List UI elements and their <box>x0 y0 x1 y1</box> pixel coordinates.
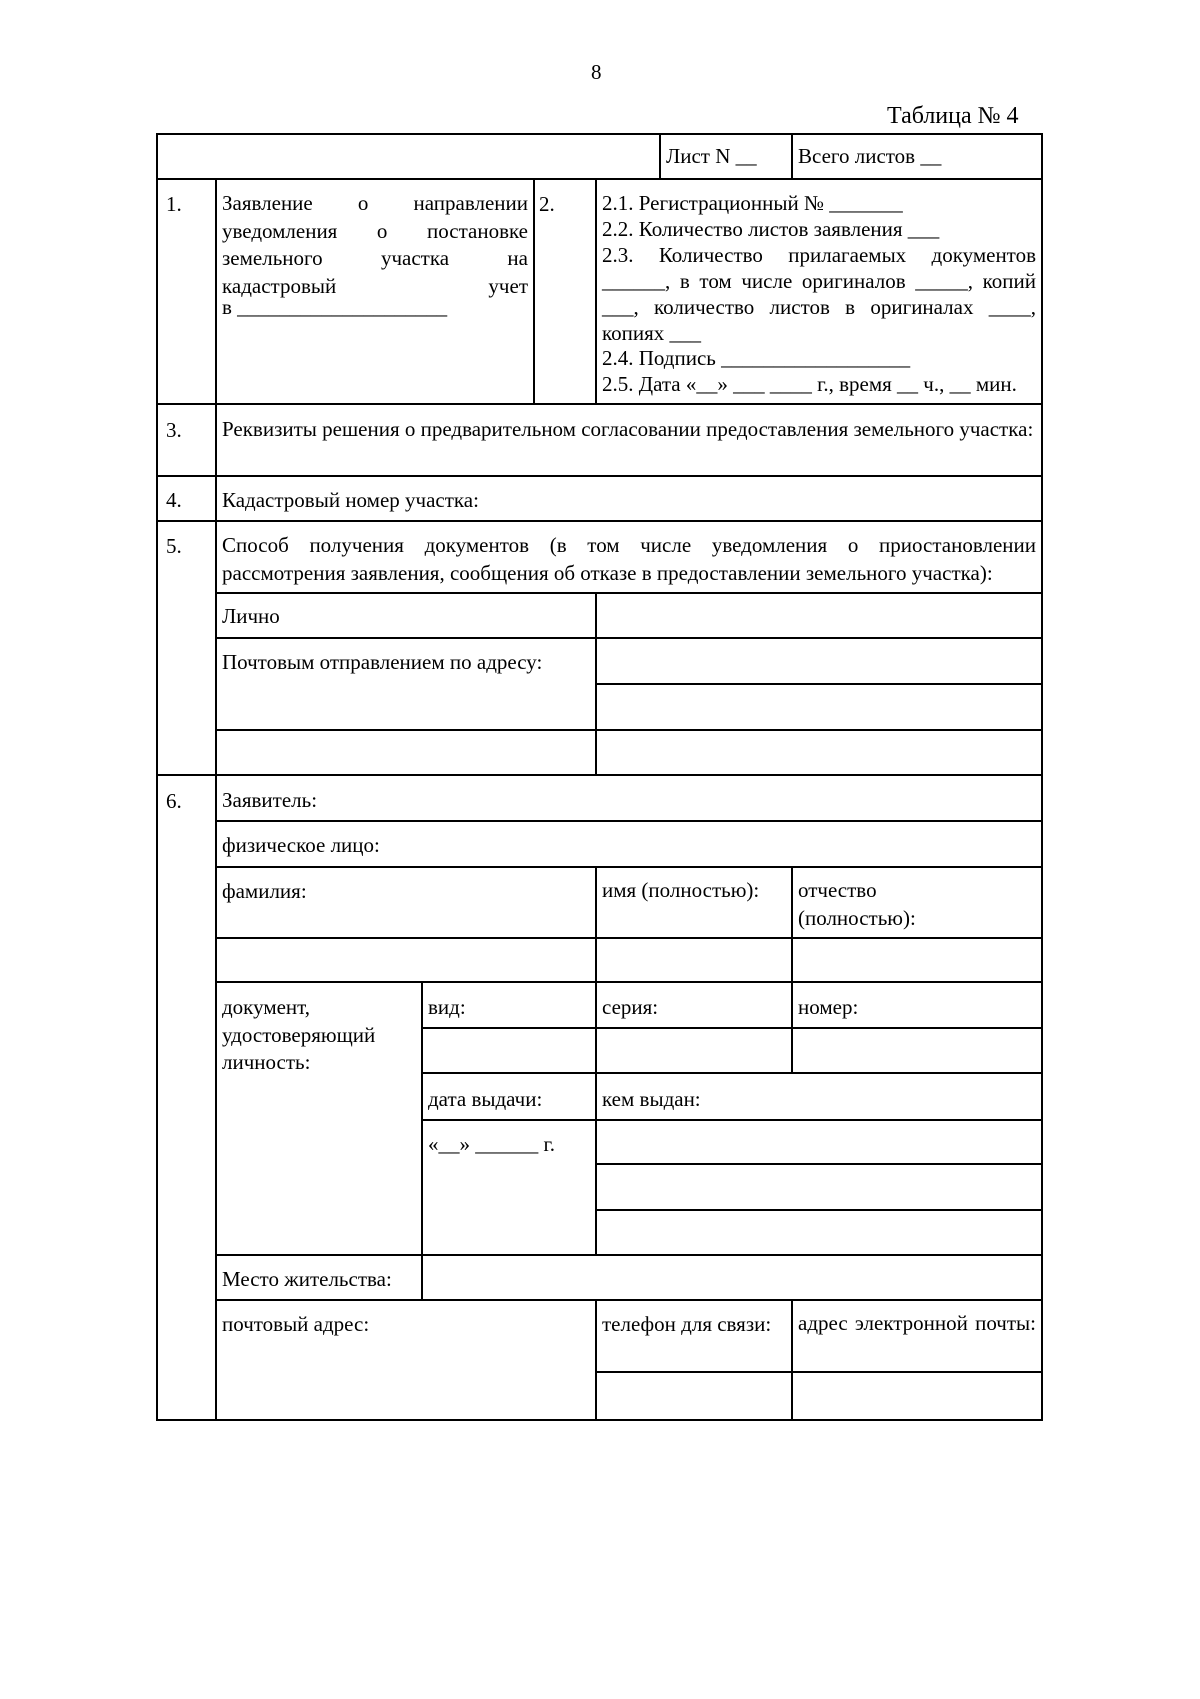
id-series-label: серия: <box>602 995 659 1019</box>
application-to-line: в ____________________ <box>222 295 448 319</box>
sheets-total-label: Всего листов __ <box>798 144 942 168</box>
row5-number: 5. <box>166 534 182 558</box>
name-label: имя (полностью): <box>602 878 760 902</box>
issued-by-label: кем выдан: <box>602 1087 701 1111</box>
registration-number: 2.1. Регистрационный № _______ <box>602 191 903 215</box>
page-number: 8 <box>591 60 602 84</box>
row2-number: 2. <box>539 192 555 216</box>
phone-label: телефон для связи: <box>602 1312 772 1336</box>
id-number-label: номер: <box>798 995 859 1019</box>
surname-label: фамилия: <box>222 879 307 903</box>
sheet-number-label: Лист N __ <box>666 144 757 168</box>
email-label: адрес электронной почты: <box>798 1311 1036 1335</box>
table-caption: Таблица № 4 <box>887 103 1019 129</box>
residence-label: Место жительства: <box>222 1267 392 1291</box>
signature-line: 2.4. Подпись __________________ <box>602 346 911 370</box>
row4-number: 4. <box>166 488 182 512</box>
cadastral-number-label: Кадастровый номер участка: <box>222 488 479 512</box>
preliminary-approval-details: Реквизиты решения о предварительном согласовании предоставления земельного участка: <box>222 417 1034 441</box>
application-title: Заявление о направлении уведомления о постановке земельного участка на кадастровый учет <box>222 191 528 298</box>
row1-number: 1. <box>166 192 182 216</box>
applicant-label: Заявитель: <box>222 788 318 812</box>
individual-label: физическое лицо: <box>222 833 380 857</box>
delivery-by-mail: Почтовым отправлением по адресу: <box>222 650 543 674</box>
attached-documents-count: 2.3. Количество прилагаемых документов ______, в том числе оригиналов _____, копий ___, количество листов в оригиналах ____, копиях ___ <box>602 243 1036 345</box>
delivery-method-label: Способ получения документов (в том числе уведомления о приостановлении рассмотрения заявления, сообщения об отказе в предоставлении земельного участка): <box>222 533 1036 585</box>
application-sheets-count: 2.2. Количество листов заявления ___ <box>602 217 940 241</box>
issue-date-blank: «__» ______ г. <box>428 1132 555 1156</box>
postal-address-label: почтовый адрес: <box>222 1312 370 1336</box>
date-time-line: 2.5. Дата «__» ___ ____ г., время __ ч., __ мин. <box>602 372 1017 396</box>
id-kind-label: вид: <box>428 995 466 1019</box>
row3-number: 3. <box>166 418 182 442</box>
patronymic-label: отчество (полностью): <box>798 878 916 930</box>
id-document-label: документ, удостоверяющий личность: <box>222 995 376 1074</box>
issue-date-label: дата выдачи: <box>428 1087 543 1111</box>
row6-number: 6. <box>166 789 182 813</box>
delivery-personally: Лично <box>222 604 280 628</box>
